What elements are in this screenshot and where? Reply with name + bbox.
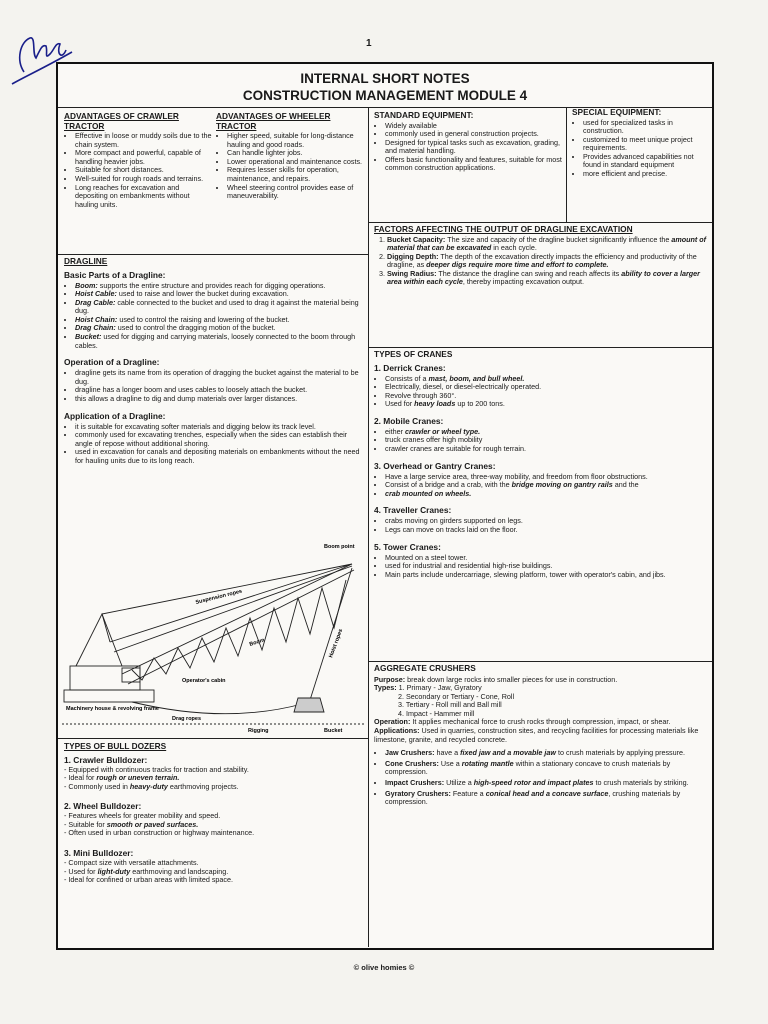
overhead-heading: 3. Overhead or Gantry Cranes: <box>374 460 496 471</box>
derrick-crane-item-text: Electrically, diesel, or diesel-electrically operated. <box>385 382 542 392</box>
wheel-bulldozer-item-text: - Often used in urban construction or highway maintenance. <box>64 828 255 838</box>
dragline-application-item: • it is suitable for excavating softer materials and digging below its track level. <box>75 423 364 432</box>
factor-text-end: in each cycle. <box>491 243 537 253</box>
mobile-crane-item-text: crawler cranes are suitable for rough terrain. <box>385 444 527 454</box>
overhead-crane-item-emphasis: bridge moving on gantry rails <box>511 480 613 490</box>
dragline-part-label: Drag Chain: <box>75 323 116 333</box>
derrick-crane-item-emphasis: mast, boom, and bull wheel. <box>428 373 525 383</box>
base-track <box>64 690 154 702</box>
dragline-part-text: used to control the dragging motion of the bucket. <box>115 323 276 333</box>
label-hoist-ropes: Hoist ropes <box>328 628 345 659</box>
traveller-heading: 4. Traveller Cranes: <box>374 505 452 516</box>
column-divider <box>368 107 369 947</box>
divider-factors <box>368 347 712 348</box>
standard-equipment-item: • commonly used in general construction projects. <box>385 130 562 139</box>
boom-truss <box>122 564 354 684</box>
derrick-crane-item-text: Revolve through 360°. <box>385 390 457 400</box>
crusher-text-end: , crushing materials by compression. <box>385 788 681 807</box>
standard-equipment-section <box>374 111 562 221</box>
crawler-bulldozer-heading: 1. Crawler Bulldozer: <box>64 754 148 765</box>
factor-item <box>387 270 710 287</box>
footer-credit: © olive homies © <box>353 963 415 972</box>
standard-equipment-item: • Offers basic functionality and features, suitable for most common construction applications. <box>385 156 562 173</box>
wheel-bulldozer-list <box>64 812 364 838</box>
crusher-emphasis: conical head and a concave surface <box>485 788 609 798</box>
special-list <box>572 119 710 179</box>
crawler-bulldozer-list <box>64 766 364 792</box>
type-2: 2. Secondary or Tertiary - Cone, Roll <box>398 691 515 701</box>
factor-text-end: , thereby impacting excavation output. <box>462 277 584 287</box>
dragline-part-text: used to raise and lower the bucket during excavation. <box>116 289 289 299</box>
wheel-bulldozer-item-emphasis: smooth or paved surfaces. <box>106 819 199 829</box>
wheel-bulldozer-heading: 2. Wheel Bulldozer: <box>64 801 142 812</box>
dragline-part-item <box>75 333 364 350</box>
dragline-part-label: Boom: <box>75 280 98 290</box>
divider-tractors <box>58 254 368 255</box>
crawler-bulldozer-item-text: - Ideal for <box>64 773 97 783</box>
applications-label: Applications: <box>374 726 420 736</box>
factor-label: Digging Depth: <box>387 251 439 261</box>
derrick-list <box>374 375 710 409</box>
mini-bulldozer-item-emphasis: light-duty <box>97 866 131 876</box>
machinery-house <box>70 666 140 690</box>
dragline-part-label: Hoist Chain: <box>75 314 118 324</box>
type-1: 1. Primary - Jaw, Gyratory <box>398 683 482 693</box>
label-rigging: Rigging <box>248 728 269 734</box>
dragline-part-item <box>75 299 364 316</box>
crusher-text-end: within a stationary concave to crush materials by compression. <box>385 758 671 777</box>
factor-item <box>387 236 710 253</box>
mini-bulldozer-item-text: - Compact size with versatile attachments. <box>64 858 199 868</box>
label-machinery-house: Machinery house & revolving frame <box>66 706 159 712</box>
crusher-item <box>385 779 710 788</box>
dragline-part-text: used for digging and carrying materials, loosely connected to the boom through cables. <box>75 332 356 350</box>
derrick-heading: 1. Derrick Cranes: <box>374 362 446 373</box>
tower-crane-item <box>385 571 710 580</box>
mini-bulldozer-item-text: - Ideal for confined or urban areas with limited space. <box>64 875 233 885</box>
standard-equipment-item: • Widely available <box>385 122 562 131</box>
crusher-item <box>385 760 710 777</box>
dragline-application-list <box>64 423 364 466</box>
mobile-crane-item-text: either <box>385 426 405 436</box>
dragline-section <box>64 257 364 547</box>
derrick-crane-item <box>385 400 710 409</box>
crawler-advantage-item: • Suitable for short distances. <box>75 166 212 175</box>
title-line-1: INTERNAL SHORT NOTES <box>300 71 470 86</box>
traveller-crane-item-text: Legs can move on tracks laid on the floor. <box>385 525 518 535</box>
dragline-application-item: • used in excavation for canals and depositing materials on embankments without the need for hauling units due to its long reach. <box>75 448 364 465</box>
wheeler-advantage-item: • Requires lesser skills for operation, maintenance, and repairs. <box>227 166 364 183</box>
crusher-label: Jaw Crushers: <box>385 748 435 758</box>
overhead-crane-item-emphasis: crab mounted on wheels. <box>385 488 472 498</box>
mobile-crane-item <box>385 445 710 454</box>
dragline-operation-list <box>64 369 364 403</box>
crawler-bulldozer-item-text: - Commonly used in <box>64 781 130 791</box>
crusher-item <box>385 790 710 807</box>
wheeler-heading: ADVANTAGES OF WHEELER TRACTOR <box>216 112 331 131</box>
traveller-list <box>374 517 710 534</box>
dragline-parts-heading: Basic Parts of a Dragline: <box>64 269 166 280</box>
crawler-tractor-section <box>64 112 212 252</box>
mini-bulldozer-list <box>64 859 364 885</box>
crusher-text-end: to crush materials by striking. <box>593 778 689 788</box>
dragline-operation-item: • this allows a dragline to dig and dump materials over larger distances. <box>75 395 364 404</box>
overhead-crane-item-text-end: and the <box>612 480 639 490</box>
crawler-bulldozer-item-text-end: earthmoving projects. <box>167 781 239 791</box>
wheeler-advantage-item: • Higher speed, suitable for long-distance hauling and good roads. <box>227 132 364 149</box>
crawler-heading: ADVANTAGES OF CRAWLER TRACTOR <box>64 112 179 131</box>
crusher-emphasis: high-speed rotor and impact plates <box>473 778 594 788</box>
traveller-crane-item <box>385 526 710 535</box>
aggregate-section <box>374 664 710 946</box>
special-heading: SPECIAL EQUIPMENT: <box>572 108 662 117</box>
factor-text: The size and capacity of the dragline bucket significantly influence the <box>445 234 672 244</box>
tower-heading: 5. Tower Cranes: <box>374 541 441 552</box>
special-equipment-item: • used for specialized tasks in construction. <box>583 119 710 136</box>
crusher-text-end: to crush materials by applying pressure. <box>556 748 686 758</box>
tower-crane-item-text: Main parts include undercarriage, slewing platform, tower with operator's cabin, and jibs. <box>385 569 666 579</box>
derrick-crane-item-text: Consists of a <box>385 373 429 383</box>
page-title <box>58 70 712 104</box>
crawler-list <box>64 132 212 209</box>
cranes-heading: TYPES OF CRANES <box>374 350 453 359</box>
crusher-item <box>385 749 710 758</box>
divider-cranes <box>368 661 712 662</box>
mini-bulldozer-item-text: - Used for <box>64 866 98 876</box>
crusher-list <box>374 749 710 807</box>
purpose-text: break down large rocks into smaller pieces for use in construction. <box>405 674 618 684</box>
crawler-bulldozer-item <box>64 783 364 792</box>
dragline-operation-heading: Operation of a Dragline: <box>64 357 160 368</box>
dragline-part-text: supports the entire structure and provides reach for digging operations. <box>97 280 326 290</box>
tower-crane-item-text: used for industrial and residential high-rise buildings. <box>385 561 553 571</box>
special-equipment-item: • Provides advanced capabilities not found in standard equipment <box>583 153 710 170</box>
type-3: 3. Tertiary - Roll mill and Ball mill <box>398 700 502 710</box>
traveller-crane-item-text: crabs moving on girders supported on legs. <box>385 516 523 526</box>
dragline-diagram <box>62 534 364 738</box>
bulldozer-heading: TYPES OF BULL DOZERS <box>64 742 167 751</box>
crusher-text: Feature a <box>450 788 486 798</box>
tower-list <box>374 554 710 580</box>
mobile-crane-item-emphasis: crawler or wheel type. <box>404 426 481 436</box>
factor-emphasis: amount of material that can be excavated <box>387 234 707 253</box>
crusher-emphasis: rotating mantle <box>461 758 514 768</box>
crawler-advantage-item: • Well-suited for rough roads and terrains. <box>75 175 212 184</box>
crawler-bulldozer-item-emphasis: rough or uneven terrain. <box>96 773 180 783</box>
overhead-list <box>374 473 710 499</box>
factor-text: The depth of the excavation directly impacts the efficiency and productivity of the dragline, as <box>387 251 697 270</box>
dragline-part-text: cable connected to the bucket and used to drag it against the material being dug. <box>75 297 359 316</box>
crusher-text: Utilize a <box>444 778 474 788</box>
crawler-advantage-item: • Long reaches for excavation and depositing on embankments without hauling units. <box>75 184 212 210</box>
bucket-shape <box>294 698 324 712</box>
wheeler-list <box>216 132 364 201</box>
factor-text: The distance the dragline can swing and reach affects its <box>436 268 622 278</box>
special-equipment-item: • more efficient and precise. <box>583 170 710 179</box>
hoist-rope <box>310 568 352 700</box>
wheeler-advantage-item: • Can handle lighter jobs. <box>227 149 364 158</box>
overhead-crane-item-text: Consist of a bridge and a crab, with the <box>385 480 512 490</box>
label-bucket: Bucket <box>324 728 343 734</box>
operation-text: It applies mechanical force to crush rocks through compression, impact, or shear. <box>410 717 671 727</box>
mobile-heading: 2. Mobile Cranes: <box>374 415 444 426</box>
dragline-operation-item: • dragline gets its name from its operation of dragging the bucket against the material to be dug. <box>75 369 364 386</box>
factors-section <box>374 225 710 345</box>
purpose-label: Purpose: <box>374 674 406 684</box>
mini-bulldozer-item <box>64 876 364 885</box>
dragline-application-heading: Application of a Dragline: <box>64 410 166 421</box>
mobile-crane-item-text: truck cranes offer high mobility <box>385 435 483 445</box>
crusher-label: Impact Crushers: <box>385 778 445 788</box>
derrick-crane-item-text: Used for <box>385 399 415 409</box>
crusher-label: Cone Crushers: <box>385 758 439 768</box>
dragline-part-text: used to control the raising and lowering of the bucket. <box>117 314 290 324</box>
standard-list <box>374 122 562 174</box>
derrick-crane-item-text-end: up to 200 tons. <box>455 399 505 409</box>
factor-emphasis: ability to cover a larger area within each cycle <box>387 268 700 287</box>
dragline-part-label: Drag Cable: <box>75 297 116 307</box>
cranes-section <box>374 350 710 660</box>
crusher-text: Use a <box>438 758 462 768</box>
dragline-part-label: Bucket: <box>75 332 102 342</box>
standard-equipment-item: • Designed for typical tasks such as excavation, grading, and material handling. <box>385 139 562 156</box>
dragline-operation-item: • dragline has a longer boom and uses cables to loosely attach the bucket. <box>75 386 364 395</box>
dragline-heading: DRAGLINE <box>64 257 108 266</box>
overhead-crane-item-text: Have a large service area, three-way mobility, and freedom from floor obstructions. <box>385 471 648 481</box>
notes-sheet <box>56 62 714 950</box>
wheeler-advantage-item: • Wheel steering control provides ease of maneuverability. <box>227 184 364 201</box>
divider-equipment <box>368 222 712 223</box>
aggregate-applications <box>374 727 710 744</box>
label-drag-ropes: Drag ropes <box>172 716 202 722</box>
crawler-advantage-item: • More compact and powerful, capable of handling heavier jobs. <box>75 149 212 166</box>
applications-text: Used in quarries, construction sites, and recycling facilities for processing materials like limestone, granite, and recycled concrete. <box>374 726 699 744</box>
types-label: Types: <box>374 683 397 693</box>
dragline-part-label: Hoist Cable: <box>75 289 117 299</box>
factor-item <box>387 253 710 270</box>
label-boom: Boom <box>248 637 266 648</box>
operation-label: Operation: <box>374 717 411 727</box>
dragline-application-item: • commonly used for excavating trenches, especially when the sides can establish their angle of repose without additional shoring. <box>75 431 364 448</box>
mini-bulldozer-item-text-end: earthmoving and landscaping. <box>130 866 229 876</box>
crusher-label: Gyratory Crushers: <box>385 788 451 798</box>
label-operator-cabin: Operator's cabin <box>182 678 226 684</box>
dragline-parts-list <box>64 282 364 351</box>
tower-crane-item-text: Mounted on a steel tower. <box>385 552 468 562</box>
suspension-ropes <box>102 564 352 652</box>
wheeler-tractor-section <box>216 112 364 252</box>
factor-label: Bucket Capacity: <box>387 234 446 244</box>
aggregate-heading: AGGREGATE CRUSHERS <box>374 664 476 673</box>
standard-heading: STANDARD EQUIPMENT: <box>374 111 474 120</box>
factor-label: Swing Radius: <box>387 268 437 278</box>
label-boom-point: Boom point <box>324 544 355 550</box>
page-number: 1 <box>366 38 372 49</box>
wheel-bulldozer-item <box>64 829 364 838</box>
bulldozer-section <box>64 742 364 946</box>
special-equipment-item: • customized to meet unique project requirements. <box>583 136 710 153</box>
factor-emphasis: deeper digs require more time and effort to complete. <box>426 260 609 270</box>
title-line-2: CONSTRUCTION MANAGEMENT MODULE 4 <box>242 88 528 103</box>
wheel-bulldozer-item-text: - Suitable for <box>64 819 107 829</box>
factors-list <box>374 236 710 288</box>
crusher-text: have a <box>434 748 461 758</box>
crawler-advantage-item: • Effective in loose or muddy soils due to the chain system. <box>75 132 212 149</box>
mini-bulldozer-heading: 3. Mini Bulldozer: <box>64 848 134 859</box>
wheeler-advantage-item: • Lower operational and maintenance costs. <box>227 158 364 167</box>
type-4: 4. Impact - Hammer mill <box>398 708 475 718</box>
mobile-list <box>374 428 710 454</box>
divider-std-special <box>566 107 567 222</box>
overhead-crane-item <box>385 490 710 499</box>
derrick-crane-item-emphasis: heavy loads <box>414 399 456 409</box>
divider-dragline <box>58 738 368 739</box>
crusher-emphasis: fixed jaw and a movable jaw <box>460 748 556 758</box>
label-suspension-ropes: Suspension ropes <box>195 588 243 606</box>
factors-heading: FACTORS AFFECTING THE OUTPUT OF DRAGLINE EXCAVATION <box>374 225 633 234</box>
wheel-bulldozer-item-text: - Features wheels for greater mobility and speed. <box>64 811 221 821</box>
crawler-bulldozer-item-emphasis: heavy-duty <box>129 781 168 791</box>
special-equipment-section <box>572 108 710 220</box>
crawler-bulldozer-item-text: - Equipped with continuous tracks for traction and stability. <box>64 764 249 774</box>
